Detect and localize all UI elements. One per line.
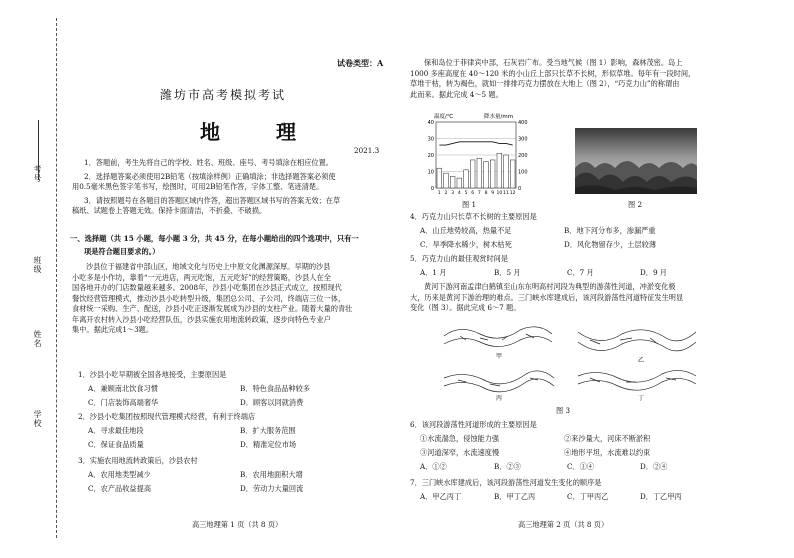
q5-option-b: B．5 月 (494, 268, 521, 277)
precip-tick-label: 300 (518, 136, 528, 143)
temp-line (439, 142, 512, 145)
q7-option-b: B．甲丁乙丙 (494, 492, 536, 501)
question-6: 6．该河段游荡性河道形成的主要原因是 (410, 420, 537, 429)
temp-tick-label: 20 (427, 153, 434, 159)
precip-tick-label: 400 (518, 120, 528, 126)
question-2: 2．沙县小吃集团按照现代管理模式经营，有利于终端店 (78, 412, 256, 421)
intro-passage (410, 58, 710, 100)
question-3: 3．实施农用地流转政策后，沙县农村 (78, 456, 198, 465)
fig1-caption: 图 1 (462, 200, 477, 209)
margin-xuexiao: 学校 (33, 410, 42, 428)
passage-line: 餐饮经营管理模式，推动沙县小吃转型升级，集团总公司、子公司，终端店三位一体， (72, 293, 346, 303)
subject-title: 地 理 (200, 120, 314, 144)
temp-tick-label: 30 (427, 136, 434, 143)
precip-tick-label: 100 (518, 169, 528, 176)
precip-bar (504, 155, 509, 188)
precip-bar (457, 178, 462, 188)
precip-bar (490, 160, 495, 188)
question-7: 7．三门峡水库建成后，该河段游荡性河道发生变化的顺序是 (410, 478, 602, 487)
q6-item-4: ④地形平坦，水流难以约束 (564, 448, 651, 457)
passage2-line: 变化（图 3）。据此完成 6～7 题。 (410, 303, 521, 312)
passage2-line: 大，历来是黄河下游治理的难点。三门峡水库建成后，该河段游荡性河道特征发生明显 (410, 292, 684, 302)
temp-axis-title: 温度/℃ (434, 114, 454, 120)
precip-tick-label: 0 (518, 186, 522, 192)
precip-bar (444, 173, 449, 188)
q1-option-b: B．特色食品品种较多 (240, 384, 310, 393)
note-1: 1．答题前，考生先将自己的学校、姓名、班级、座号、考号填涂在相应位置。 (84, 158, 333, 167)
intro-line: 草堆干枯，转为褐色，就如一排排巧克力摆放在大地上（图 2），“巧克力山”的称谓由 (410, 79, 680, 88)
footer-right: 高三地理第 2 页（共 8 页） (518, 520, 609, 529)
month-tick-label: 7 (477, 191, 481, 196)
note-2b: 用0.5毫米黑色签字笔书写，绘图时，可用2B铅笔作答，字体工整、笔迹清楚。 (72, 182, 324, 191)
note-3b: 稿纸、试题卷上答题无效。保持卡面清洁，不折叠、不破损。 (72, 206, 267, 215)
question-4: 4．巧克力山只长草不长树的主要原因是 (410, 212, 537, 221)
note-2: 2．选择题答案必须使用2B铅笔（按填涂样例）正确填涂；非选择题答案必须使 (84, 171, 336, 181)
intro-line: 此而来。据此完成 4～5 题。 (410, 89, 503, 99)
passage-line: 国各地开办的门店数量越来越多。2008年，沙县小吃集团在沙县正式成立，按照现代 (72, 283, 342, 292)
fig2-caption: 图 2 (628, 200, 643, 209)
month-tick-label: 2 (444, 191, 448, 196)
q2-option-b: B．扩大服务范围 (240, 426, 296, 435)
q3-option-a: A．农用地类型减少 (88, 470, 151, 479)
exam-type: 试卷类型：A (337, 58, 384, 68)
temp-tick-label: 0 (430, 186, 434, 192)
q1-option-d: D．顾客以同就消费 (240, 398, 304, 407)
chocolate-hills-photo (575, 128, 697, 194)
fig3-caption: 图 3 (556, 406, 571, 415)
fig3-label-yi: 乙 (638, 357, 645, 364)
note-3: 3．请按照题号在各题目的答题区域内作答，超出答题区域书写的答案无效；在草 (84, 195, 341, 205)
q7-option-c: C．丁甲丙乙 (567, 492, 609, 501)
month-tick-label: 12 (509, 191, 516, 196)
footer-left: 高三地理第 1 页（共 8 页） (192, 520, 283, 529)
precip-bar (497, 153, 502, 188)
month-tick-label: 3 (451, 191, 455, 196)
precip-bar (464, 170, 469, 188)
passage-1 (72, 262, 390, 336)
margin-kaohao: 考号 (33, 165, 42, 183)
month-tick-label: 11 (503, 191, 509, 196)
notes (72, 158, 384, 217)
q6-item-3: ③河道深窄，水流速度慢 (420, 448, 500, 457)
month-tick-label: 4 (457, 191, 461, 196)
exam-date: 2021.3 (354, 146, 380, 155)
section1-heading: 一、选择题（共 15 小题，每小题 3 分，共 45 分，在每小题给出的四个选项中，只有一 (70, 234, 359, 243)
q6-item-1: ①水流湍急，侵蚀能力强 (420, 434, 500, 443)
q7-option-d: D．丁乙甲丙 (640, 492, 682, 501)
intro-line: 1000 多座高度在 40～120 米的小山丘上部只长草不长树，形似草堆。每年有一段时间， (410, 68, 696, 78)
q5-option-c: C．7 月 (567, 268, 594, 277)
q3-option-c: C．农产品收益提高 (88, 484, 152, 493)
q5-option-a: A．1 月 (420, 268, 447, 277)
q5-option-d: D．9 月 (640, 268, 667, 277)
margin-banji: 班级 (33, 256, 42, 274)
q2-option-d: D．精准定位市场 (240, 440, 297, 449)
q6-option-a: A．①② (420, 462, 447, 471)
q6-option-d: D．②④ (640, 462, 668, 471)
passage-line: 年离开农村转入沙县小吃经营队伍，沙县实施农用地流转政策，逐步向特色专业户 (72, 314, 331, 324)
precip-bar (450, 176, 455, 188)
passage2-line: 黄河下游河南孟津白鹤镇至山东东明高村河段为典型的游荡性河道，冲淤变化极 (424, 282, 676, 291)
q4-option-c: C．旱季降水稀少，树木枯死 (420, 240, 512, 249)
month-tick-label: 1 (437, 191, 441, 196)
q3-option-d: D．劳动力大量回流 (240, 484, 304, 493)
q7-option-a: A．甲乙丙丁 (420, 492, 462, 501)
month-tick-label: 9 (491, 191, 495, 196)
climate-chart (420, 110, 530, 198)
q6-option-c: C．①④ (567, 462, 595, 471)
precip-bar (510, 160, 515, 188)
q4-option-a: A．山丘地势较高，热量不足 (420, 226, 512, 235)
passage-2 (410, 282, 710, 314)
precip-bar (484, 162, 489, 188)
passage-line: 集中。据此完成1～3题。 (72, 325, 154, 334)
question-5: 5．巧克力山的最佳观赏时间是 (410, 254, 509, 263)
passage-line: 沙县位于福建省中部山区，地域文化与历史上中原文化渊源深厚。早期的沙县 (86, 262, 331, 271)
temp-tick-label: 40 (427, 120, 434, 126)
kaohao-line (38, 120, 39, 180)
binding-line (56, 18, 57, 538)
q3-option-b: B．农用地面积大增 (240, 470, 303, 479)
month-tick-label: 10 (496, 191, 503, 196)
q1-option-c: C．门店装饰高端奢华 (88, 398, 159, 407)
fig3-label-bing: 丙 (496, 395, 503, 402)
q4-option-d: D．风化物留存少，土层较薄 (564, 240, 657, 249)
precip-bar (437, 168, 442, 188)
river-channels-figure (440, 318, 700, 402)
precip-axis-title: 降水量/mm (484, 114, 514, 120)
q4-option-b: B．地下河分布多，渗漏严重 (564, 226, 656, 235)
passage-line: 小吃多是小作坊，靠着“一元进店，两元吃饱，五元吃好”的经营策略，沙县人在全 (72, 272, 331, 282)
section1-heading-2: 项是符合题目要求的。） (84, 247, 160, 256)
exam-name: 潍坊市高考模拟考试 (160, 88, 287, 102)
intro-line: 保和岛位于菲律宾中部，石灰岩广布。受当地气候（图 1）影响，森林茂密。岛上 (424, 58, 683, 67)
precip-tick-label: 200 (518, 153, 528, 159)
q2-option-c: C．保证食品质量 (88, 440, 144, 449)
fig3-label-jia: 甲 (496, 353, 503, 360)
margin-xingming: 姓名 (33, 330, 42, 348)
month-tick-label: 6 (471, 191, 475, 196)
month-tick-label: 5 (464, 191, 468, 196)
precip-bar (477, 158, 482, 188)
passage-line: 食材统一采购、生产、配送，沙县小吃正逐渐发展成为沙县的支柱产业。随着大量的青壮 (72, 304, 353, 313)
precip-bar (470, 160, 475, 188)
month-tick-label: 8 (484, 191, 488, 196)
temp-tick-label: 10 (427, 169, 434, 176)
q1-option-a: A．兼顾南北饮食习惯 (88, 384, 158, 393)
q6-item-2: ②来沙量大，河床不断淤积 (564, 434, 651, 443)
q2-option-a: A．寻求最佳地段 (88, 426, 144, 435)
fig3-label-ding: 丁 (638, 395, 645, 402)
question-1: 1．沙县小吃早期被全国各地接受，主要原因是 (78, 370, 227, 379)
q6-option-b: B．②③ (494, 462, 521, 471)
